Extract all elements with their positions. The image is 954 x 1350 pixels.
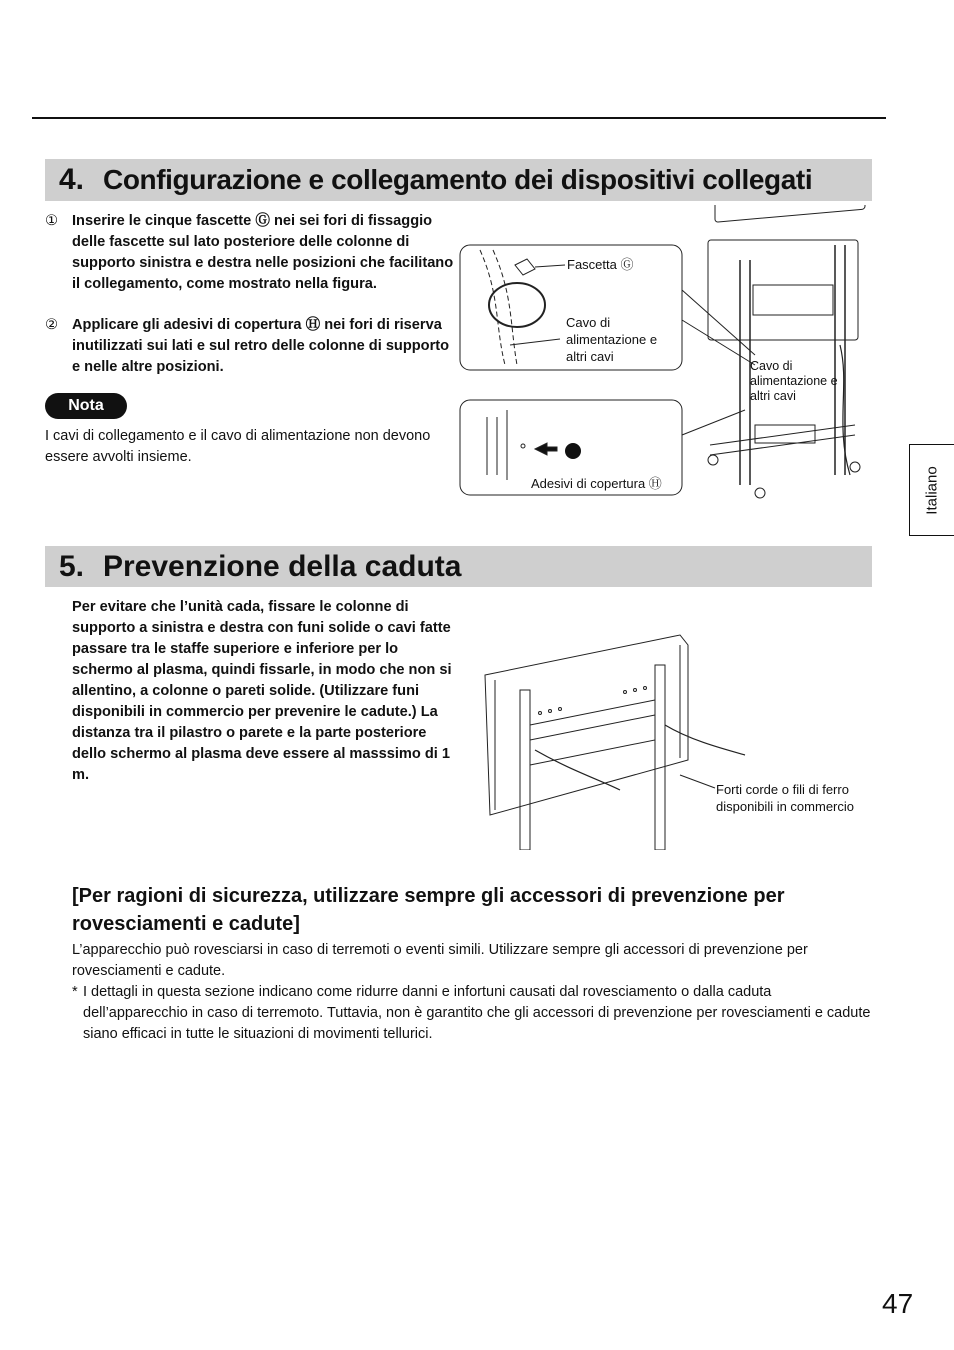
language-label: Italiano xyxy=(923,465,941,515)
step-2 xyxy=(45,315,455,378)
section-5-paragraph: Per evitare che l’unità cada, fissare le colonne di supporto a sinistra e destra con funi solide o cavi fatte passare tra le staffe superiore e inferiore per lo schermo al plasma, quindi fissarle, in modo che non si allentino, a colonne o pareti solide. (Utilizzare funi disponibili in commercio per prevenire le cadute.) La distanza tra il pilastro o parete e la parte posteriore dello schermo al plasma deve essere al masssimo di 1 m. xyxy=(72,599,452,783)
step-1-text: Inserire le cinque fascette Ⓖ nei sei fori di fissaggio delle fascette sul lato posteriore delle colonne di supporto sinistra e destra nelle posizioni che facilitano il collegamento, come mostrato nella figura. xyxy=(72,213,454,292)
label-forti-corde: Forti corde o fili di ferro disponibili in commercio xyxy=(716,782,854,814)
nota-text: I cavi di collegamento e il cavo di alimentazione non devono essere avvolti insieme. xyxy=(45,428,431,465)
language-side-tab xyxy=(909,444,954,536)
step-2-marker: ② xyxy=(45,317,59,333)
nota-badge: Nota xyxy=(45,393,127,419)
label-cavo-box: Cavo di alimentazione e altri cavi xyxy=(566,315,658,364)
section-4-title: Configurazione e collegamento dei dispositivi collegati xyxy=(103,164,813,195)
step-1-marker: ① xyxy=(45,213,59,229)
section-5-title: Prevenzione della caduta xyxy=(103,549,462,583)
label-cavo-stand: Cavo di alimentazione e altri cavi xyxy=(750,359,838,403)
section-4-number: 4. xyxy=(59,163,85,196)
cable-clip-icon xyxy=(515,259,535,275)
section-5-header xyxy=(45,546,872,587)
section-5-number: 5. xyxy=(59,549,85,583)
page-number: 47 xyxy=(882,1288,914,1319)
cable-tie-icon xyxy=(489,283,545,327)
label-adesivi: Adesivi di copertura Ⓗ xyxy=(531,476,662,491)
arrow-left-icon xyxy=(535,443,557,455)
label-fascetta: Fascetta Ⓖ xyxy=(567,257,634,272)
safety-note-marker: * xyxy=(72,984,78,1000)
fall-prevention-figure xyxy=(480,630,760,850)
step-2-text: Applicare gli adesivi di copertura Ⓗ nei fori di riserva inutilizzati sui lati e sul retro delle colonne di supporto e nelle altre posizioni. xyxy=(72,317,450,375)
section-4-header xyxy=(45,159,872,201)
safety-title: [Per ragioni di sicurezza, utilizzare sempre gli accessori di prevenzione per rovesciamenti e cadute] xyxy=(72,885,785,935)
safety-body: L’apparecchio può rovesciarsi in caso di terremoti o eventi simili. Utilizzare sempre gli accessori di prevenzione per rovesciamenti e cadute. xyxy=(72,942,808,979)
safety-note xyxy=(72,982,872,1045)
left-column-icon xyxy=(520,690,530,850)
column-outline-icon xyxy=(480,250,505,365)
plasma-screen-outline xyxy=(485,635,688,815)
safety-note-text: I dettagli in questa sezione indicano come ridurre danni e infortuni causati dal rovesciamento o dalla caduta dell’apparecchio in caso di terremoto. Tuttavia, non è garantito che gli accessori di prevenzione per rovesciamenti e cadute siano efficaci in tutte le situazioni di movimenti tellurici. xyxy=(83,984,871,1042)
right-column-icon xyxy=(655,665,665,850)
cover-sticker-icon xyxy=(565,443,581,459)
wheel-icon xyxy=(708,455,718,465)
top-rule xyxy=(32,117,886,119)
step-1 xyxy=(45,211,455,295)
